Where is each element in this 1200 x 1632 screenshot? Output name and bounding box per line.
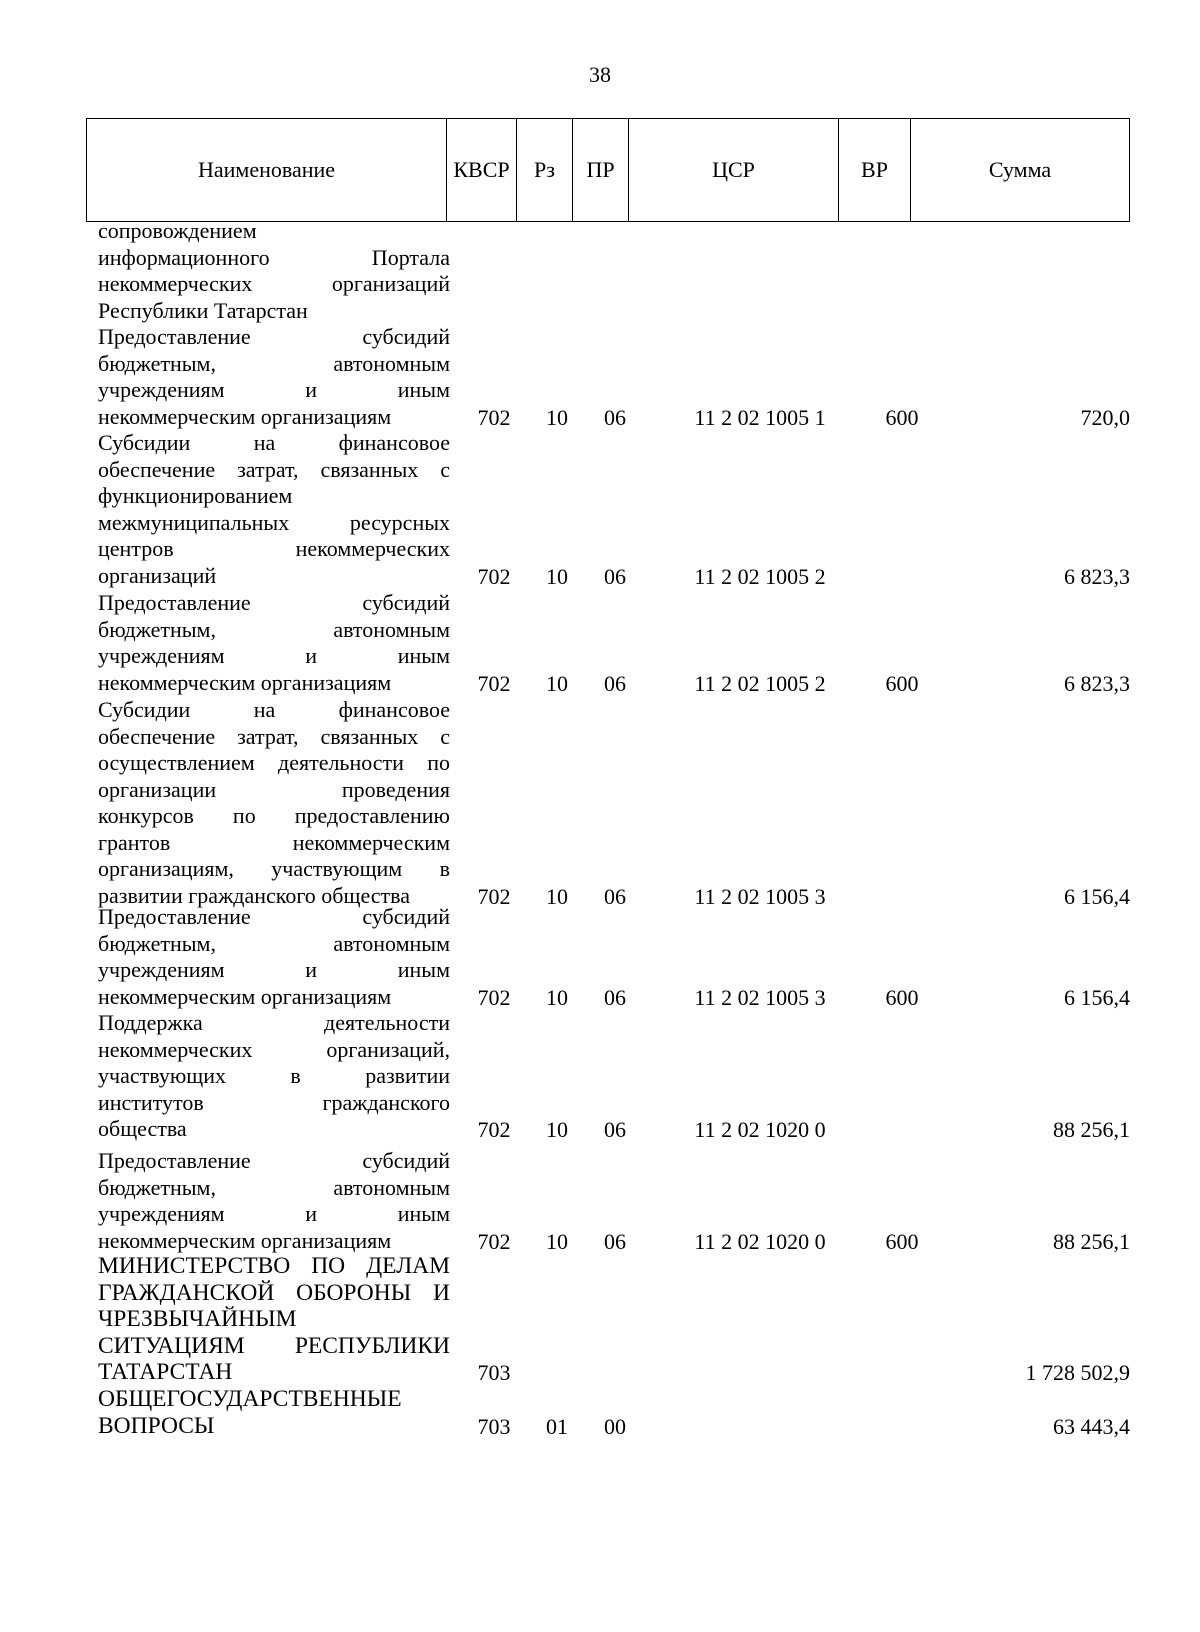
- row-name-line: ТАТАРСТАН: [98, 1359, 233, 1385]
- row-pr: 06: [604, 670, 626, 696]
- header-sum: Сумма: [911, 119, 1130, 222]
- row-name-line: общества: [98, 1116, 187, 1141]
- row-rz: 10: [546, 984, 568, 1010]
- row-rz: 10: [546, 670, 568, 696]
- row-name-line: осуществлением деятельности по: [98, 750, 450, 775]
- row-pr: 06: [604, 883, 626, 909]
- row-name-line: учреждениям и иным: [98, 377, 450, 402]
- row-vr: 600: [885, 984, 919, 1010]
- row-pr: 06: [604, 563, 626, 589]
- row-kvsr: 702: [477, 883, 511, 909]
- row-name-line: Предоставление субсидий: [98, 904, 450, 929]
- row-name-line: СИТУАЦИЯМ РЕСПУБЛИКИ: [98, 1332, 450, 1359]
- row-sum: 6 156,4: [1064, 984, 1130, 1010]
- header-vr: ВР: [839, 119, 911, 222]
- row-name: [98, 1386, 450, 1439]
- row-name-line: грантов некоммерческим: [98, 829, 450, 855]
- row-csr: 11 2 02 1005 2: [694, 563, 826, 589]
- header-pr: ПР: [573, 119, 629, 222]
- row-name-line: межмуниципальных ресурсных: [98, 509, 450, 535]
- row-csr: 11 2 02 1005 3: [694, 984, 826, 1010]
- row-name-line: организациям, участвующим в: [98, 856, 450, 881]
- header-csr: ЦСР: [629, 119, 839, 222]
- row-sum: 6 823,3: [1064, 563, 1130, 589]
- row-name: [98, 1253, 450, 1386]
- row-name-line: Республики Татарстан: [98, 297, 308, 323]
- row-name-line: некоммерческих организаций: [98, 271, 450, 296]
- row-name-line: МИНИСТЕРСТВО ПО ДЕЛАМ: [98, 1253, 450, 1279]
- row-name-line: центров некоммерческих: [98, 536, 450, 561]
- row-name-line: бюджетным, автономным: [98, 350, 450, 376]
- row-name-line: конкурсов по предоставлению: [98, 803, 450, 828]
- row-name-line: Предоставление субсидий: [98, 590, 450, 615]
- row-name-line: Субсидии на финансовое: [98, 430, 450, 455]
- row-kvsr: 702: [477, 563, 511, 589]
- row-name-line: информационного Портала: [98, 244, 450, 270]
- row-name: [98, 324, 450, 430]
- page-number: 38: [589, 62, 611, 87]
- row-kvsr: 702: [477, 670, 511, 696]
- row-vr: 600: [885, 670, 919, 696]
- row-sum: 88 256,1: [1053, 1228, 1130, 1254]
- row-name-line: Предоставление субсидий: [98, 324, 450, 349]
- row-csr: 11 2 02 1005 1: [694, 404, 826, 430]
- row-name-line: Предоставление субсидий: [98, 1148, 450, 1173]
- row-name: [98, 218, 450, 324]
- row-name: [98, 1010, 450, 1143]
- row-name-line: бюджетным, автономным: [98, 930, 450, 956]
- row-name-line: бюджетным, автономным: [98, 1174, 450, 1200]
- row-rz: 10: [546, 563, 568, 589]
- row-name-line: некоммерческим организациям: [98, 669, 392, 695]
- row-name: [98, 904, 450, 1010]
- row-name-line: ЧРЕЗВЫЧАЙНЫМ: [98, 1306, 297, 1332]
- row-name-line: ГРАЖДАНСКОЙ ОБОРОНЫ И: [98, 1279, 450, 1306]
- row-name-line: Субсидии на финансовое: [98, 697, 450, 722]
- row-name-line: ОБЩЕГОСУДАРСТВЕННЫЕ: [98, 1386, 402, 1412]
- row-pr: 06: [604, 404, 626, 430]
- row-name-line: институтов гражданского: [98, 1089, 450, 1115]
- row-kvsr: 702: [477, 984, 511, 1010]
- row-rz: 10: [546, 883, 568, 909]
- row-name-line: некоммерческим организациям: [98, 983, 392, 1009]
- row-csr: 11 2 02 1020 0: [694, 1117, 826, 1142]
- row-name-line: Поддержка деятельности: [98, 1010, 450, 1035]
- row-name-line: учреждениям и иным: [98, 643, 450, 668]
- row-sum: 720,0: [1080, 404, 1130, 430]
- row-kvsr: 702: [477, 404, 511, 430]
- row-name-line: некоммерческим организациям: [98, 1227, 392, 1253]
- row-name-line: бюджетным, автономным: [98, 616, 450, 642]
- row-kvsr: 703: [477, 1413, 511, 1439]
- row-csr: 11 2 02 1020 0: [694, 1228, 826, 1254]
- row-pr: 00: [604, 1413, 626, 1439]
- row-csr: 11 2 02 1005 2: [694, 670, 826, 696]
- row-sum: 63 443,4: [1053, 1413, 1130, 1439]
- row-name: [98, 1148, 450, 1254]
- row-name: [98, 697, 450, 909]
- row-csr: 11 2 02 1005 3: [694, 883, 826, 909]
- row-pr: 06: [604, 1228, 626, 1254]
- row-kvsr: 702: [477, 1117, 511, 1142]
- row-name-line: ВОПРОСЫ: [98, 1412, 215, 1439]
- row-kvsr: 703: [477, 1360, 511, 1385]
- row-name-line: обеспечение затрат, связанных с: [98, 456, 450, 482]
- row-name-line: учреждениям и иным: [98, 957, 450, 982]
- row-pr: 06: [604, 1117, 626, 1142]
- row-rz: 10: [546, 1228, 568, 1254]
- row-pr: 06: [604, 984, 626, 1010]
- row-vr: 600: [885, 404, 919, 430]
- row-name-line: сопровождением: [98, 218, 257, 243]
- row-vr: 600: [885, 1228, 919, 1254]
- row-name-line: некоммерческим организациям: [98, 403, 392, 429]
- row-rz: 01: [546, 1413, 568, 1439]
- row-kvsr: 702: [477, 1228, 511, 1254]
- header-kvsr: КВСР: [447, 119, 517, 222]
- row-sum: 1 728 502,9: [1025, 1360, 1130, 1385]
- header-name: Наименование: [87, 119, 447, 222]
- row-rz: 10: [546, 404, 568, 430]
- row-name-line: организаций: [98, 562, 217, 588]
- row-name-line: учреждениям и иным: [98, 1201, 450, 1226]
- header-rz: Рз: [517, 119, 573, 222]
- row-sum: 6 823,3: [1064, 670, 1130, 696]
- row-sum: 6 156,4: [1064, 883, 1130, 909]
- row-name-line: организации проведения: [98, 776, 450, 802]
- row-name-line: функционированием: [98, 483, 293, 508]
- row-name-line: некоммерческих организаций,: [98, 1036, 450, 1062]
- row-name-line: развитии гражданского общества: [98, 882, 410, 908]
- row-name-line: участвующих в развитии: [98, 1063, 450, 1088]
- row-name: [98, 430, 450, 589]
- row-name: [98, 590, 450, 696]
- row-sum: 88 256,1: [1053, 1117, 1130, 1142]
- table-header: [86, 118, 1130, 222]
- row-rz: 10: [546, 1117, 568, 1142]
- row-name-line: обеспечение затрат, связанных с: [98, 723, 450, 749]
